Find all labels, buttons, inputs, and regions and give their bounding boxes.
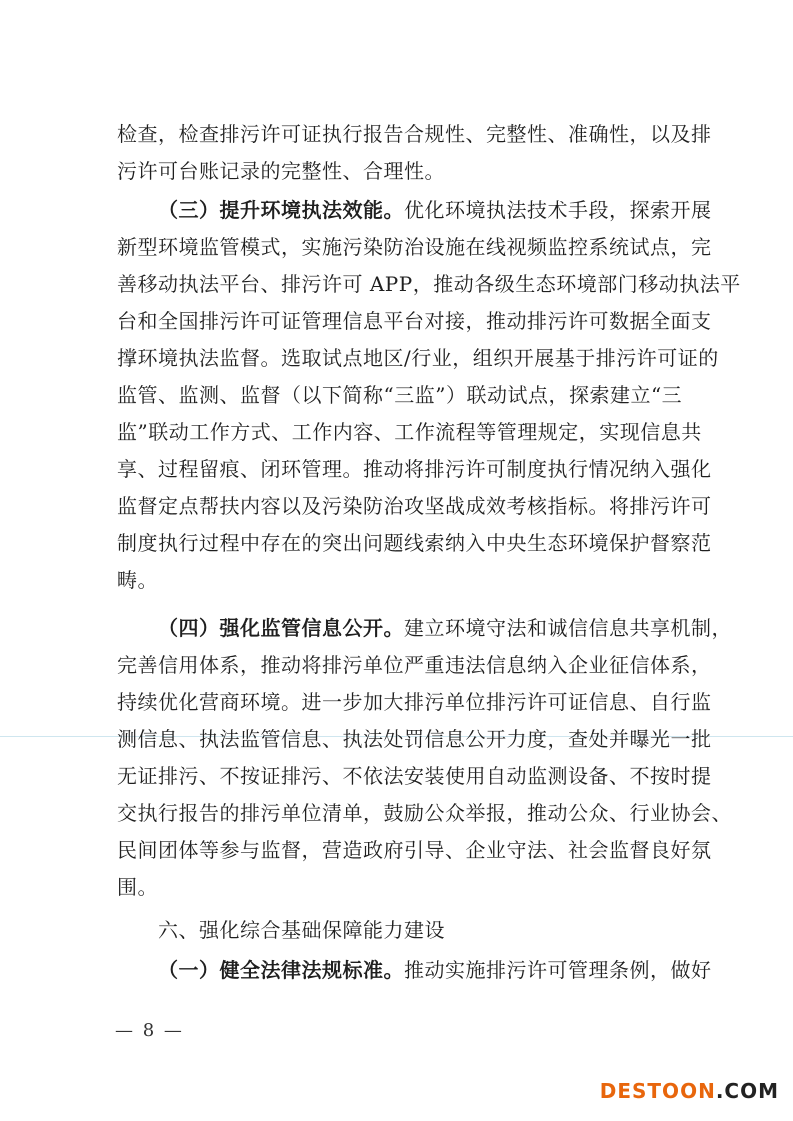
section-first-line [117,610,732,647]
text-line: 无证排污、不按证排污、不依法安装使用自动监测设备、不按时提 [117,764,712,788]
section-4-first-line-text: 建立环境守法和诚信信息共享机制， [404,616,732,640]
text-line: 污许可台账记录的完整性、合理性。 [117,159,445,183]
section-3-title: （三）提升环境执法效能。 [158,198,404,222]
watermark-part-a: DESTOON [599,1079,716,1103]
text-line: 畴。 [117,568,158,592]
text-line: 民间团体等参与监督，营造政府引导、企业守法、社会监督良好氛 [117,838,712,862]
section-3-first-line-text: 优化环境执法技术手段，探索开展 [404,198,712,222]
section-4-title: （四）强化监管信息公开。 [158,616,404,640]
text-line: 制度执行过程中存在的突出问题线索纳入中央生态环境保护督察范 [117,531,712,555]
text-line: 完善信用体系，推动将排污单位严重违法信息纳入企业征信体系， [117,653,712,677]
text-line: 享、过程留痕、闭环管理。推动将排污许可制度执行情况纳入强化 [117,457,712,481]
watermark-part-b: .COM [715,1079,779,1103]
text-line: 检查，检查排污许可证执行报告合规性、完整性、准确性，以及排 [117,122,712,146]
section-6-1-first-line-text: 推动实施排污许可管理条例，做好 [404,958,712,982]
section-3-paragraph [117,192,741,599]
text-line: 台和全国排污许可证管理信息平台对接，推动排污许可数据全面支 [117,309,712,333]
text-line: 测信息、执法监管信息、执法处罚信息公开力度，查处并曝光一批 [117,727,712,751]
text-line: 监”联动工作方式、工作内容、工作流程等管理规定，实现信息共 [117,420,702,444]
text-line: 交执行报告的排污单位清单，鼓励公众举报，推动公众、行业协会、 [117,801,732,825]
watermark-logo [600,1079,779,1103]
section-first-line [117,952,712,989]
chapter-heading: 六、强化综合基础保障能力建设 [158,918,445,942]
section-6-1-title: （一）健全法律法规标准。 [158,958,404,982]
text-line: 监管、监测、监督（以下简称“三监”）联动试点，探索建立“三 [117,383,683,407]
text-line: 监督定点帮扶内容以及污染防治攻坚战成效考核指标。将排污许可 [117,494,712,518]
continued-paragraph [117,116,712,190]
text-line: 善移动执法平台、排污许可 APP，推动各级生态环境部门移动执法平 [117,272,741,296]
section-6-1-paragraph [117,952,712,989]
section-4-paragraph [117,610,732,906]
text-line: 围。 [117,875,158,899]
text-line: 撑环境执法监督。选取试点地区/行业，组织开展基于排污许可证的 [117,346,719,370]
text-line: 持续优化营商环境。进一步加大排污单位排污许可证信息、自行监 [117,690,712,714]
page-number: — 8 — [115,1020,184,1041]
section-first-line [117,192,712,229]
text-line: 新型环境监管模式，实施污染防治设施在线视频监控系统试点，完 [117,235,712,259]
